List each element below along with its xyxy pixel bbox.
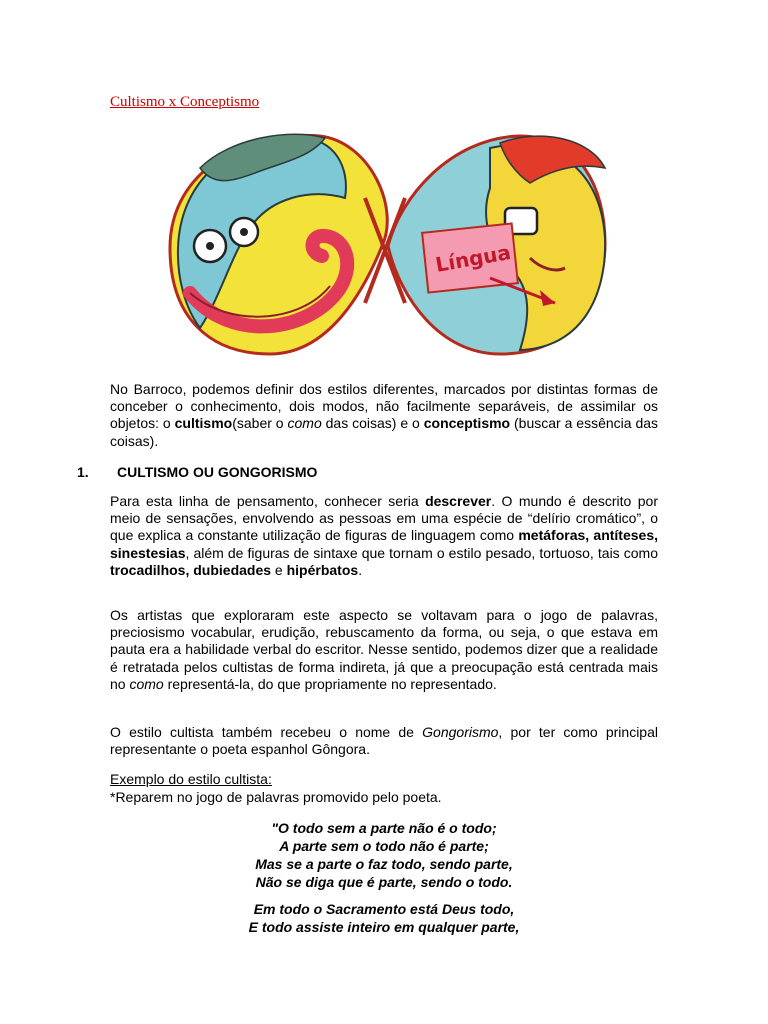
intro-text-1: No Barroco, podemos definir dos estilos diferentes, marcados por distintas formas de conceber o conhecimento, dois modos, não facilmente separáveis, de assimilar os objetos: o — [110, 381, 658, 432]
p1-text-3: , além de figuras de sintaxe que tornam o estilo pesado, tortuoso, tais como — [185, 544, 658, 561]
p2-text-1: Os artistas que exploraram este aspecto se voltavam para o jogo de palavras, preciosismo vocabular, erudição, rebuscamento da forma, ou seja, o que estava em pauta era a habilidade verbal do escritor. Nesse sentido, podemos dizer que a realidade é retratada pelos cultistas de forma indireta, já que a preocupação está centrada mais no — [110, 607, 658, 692]
p1-bold-2: metáforas, antíteses, sinestesias — [110, 527, 658, 561]
poem-line: Mas se a parte o faz todo, sendo parte, — [255, 856, 513, 872]
bubble-text: Língua — [433, 240, 513, 277]
term-cultismo: cultismo — [174, 415, 233, 432]
poem-line: "O todo sem a parte não é o todo; — [271, 820, 497, 836]
p1-bold-4: hipérbatos — [286, 561, 359, 578]
p1-text-4: e — [271, 561, 287, 578]
intro-paragraph — [110, 381, 658, 450]
p3-italic-1: Gongorismo — [422, 724, 499, 740]
poem-line: Em todo o Sacramento está Deus todo, — [253, 901, 515, 917]
p3-text-2: , por ter como principal representante o poeta espanhol Gôngora. — [110, 724, 658, 758]
cultismo-paragraph-2 — [110, 607, 658, 693]
section-title: CULTISMO OU GONGORISMO — [117, 464, 318, 480]
poem-line: E todo assiste inteiro em qualquer parte, — [248, 919, 520, 935]
section-heading — [77, 464, 317, 480]
poem-line: Não se diga que é parte, sendo o todo. — [255, 874, 513, 890]
term-conceptismo: conceptismo — [423, 415, 511, 432]
p2-italic-1: como — [129, 675, 164, 692]
example-note: *Reparem no jogo de palavras promovido pelo poeta. — [110, 789, 442, 805]
barroco-illustration — [160, 128, 610, 360]
page-title: Cultismo x Conceptismo — [110, 94, 260, 110]
poem-stanza-1 — [110, 819, 658, 891]
intro-text-3: das coisas) e o — [321, 415, 424, 432]
cultismo-paragraph-1 — [110, 493, 658, 579]
cultismo-paragraph-3 — [110, 724, 658, 758]
poem-line: A parte sem o todo não é parte; — [279, 838, 489, 854]
p1-bold-1: descrever — [425, 493, 492, 509]
p1-text-2: . O mundo é descrito por meio de sensações, envolvendo as pessoas em uma espécie de “delírio cromático”, o que explica a constante utilização de figuras de linguagem como — [110, 493, 658, 544]
p1-text-1: Para esta linha de pensamento, conhecer seria — [110, 493, 426, 509]
p2-text-2: representá-la, do que propriamente no representado. — [163, 675, 497, 692]
term-como: como — [287, 415, 322, 432]
p1-text-5: . — [358, 561, 363, 578]
intro-text-4: (buscar a essência das coisas). — [110, 415, 659, 449]
p1-bold-3: trocadilhos, dubiedades — [110, 561, 272, 578]
poem-stanza-2 — [110, 900, 658, 936]
p3-text-1: O estilo cultista também recebeu o nome de — [110, 724, 423, 740]
example-label: Exemplo do estilo cultista: — [110, 771, 272, 787]
section-number: 1. — [77, 464, 89, 480]
intro-text-2: (saber o — [232, 415, 288, 432]
